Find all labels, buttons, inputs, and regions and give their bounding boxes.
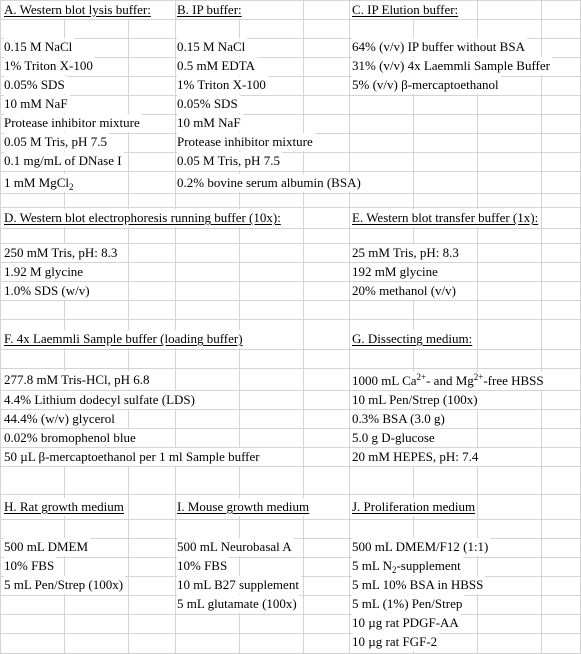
grid-column-line: [0, 0, 1, 653]
grid-row-line: [0, 171, 580, 172]
lysis-buffer-item: 10 mM NaF: [4, 96, 68, 111]
grid-row-line: [0, 519, 580, 520]
ip-buffer-item: 0.05% SDS: [177, 96, 238, 111]
proliferation-medium-text: 5 mL N: [352, 558, 392, 573]
ip-buffer-item: 1% Triton X-100: [177, 77, 266, 92]
transfer-buffer-item: 25 mM Tris, pH: 8.3: [352, 245, 459, 260]
grid-row-line: [0, 368, 580, 369]
laemmli-buffer-item: 0.02% bromophenol blue: [4, 430, 136, 445]
grid-column-line: [128, 0, 129, 653]
section-header-ip-buffer: B. IP buffer:: [177, 2, 242, 17]
running-buffer-item: 1.0% SDS (w/v): [4, 283, 90, 298]
proliferation-medium-item: 10 µg rat PDGF-AA: [352, 615, 459, 630]
dissecting-medium-text: 1000 mL Ca: [352, 373, 417, 388]
grid-row-line: [0, 494, 580, 495]
grid-row-line: [0, 319, 580, 320]
grid-column-line: [175, 0, 176, 653]
ip-buffer-item: 0.2% bovine serum albumin (BSA): [177, 175, 361, 190]
transfer-buffer-item: 192 mM glycine: [352, 264, 438, 279]
grid-row-line: [0, 633, 580, 634]
laemmli-buffer-item: 50 µL β-mercaptoethanol per 1 ml Sample buffer: [4, 449, 260, 464]
lysis-buffer-item: 0.1 mg/mL of DNase I: [4, 153, 122, 168]
transfer-buffer-item: 20% methanol (v/v): [352, 283, 456, 298]
dissecting-medium-item: 10 mL Pen/Strep (100x): [352, 392, 478, 407]
proliferation-medium-item: 10 µg rat FGF-2: [352, 634, 438, 649]
grid-row-line: [0, 466, 580, 467]
grid-row-line: [0, 193, 580, 194]
laemmli-buffer-item: 44.4% (w/v) glycerol: [4, 411, 115, 426]
ip-buffer-item: 10 mM NaF: [177, 115, 241, 130]
section-header-mouse-growth-medium: I. Mouse growth medium: [177, 499, 310, 514]
proliferation-medium-item: 5 mL (1%) Pen/Strep: [352, 596, 463, 611]
dissecting-medium-text: - and Mg: [426, 373, 474, 388]
lysis-buffer-item: Protease inhibitor mixture: [4, 115, 140, 130]
section-header-lysis-buffer: A. Western blot lysis buffer:: [4, 2, 151, 17]
grid-row-line: [0, 95, 580, 96]
ip-elution-item: 31% (v/v) 4x Laemmli Sample Buffer: [352, 58, 550, 73]
ip-elution-item: 5% (v/v) β-mercaptoethanol: [352, 77, 499, 92]
mouse-growth-medium-item: 500 mL Neurobasal A: [177, 539, 292, 554]
lysis-buffer-item: 0.05 M Tris, pH 7.5: [4, 134, 107, 149]
proliferation-medium-item: [352, 557, 463, 575]
grid-column-line: [303, 0, 304, 653]
dissecting-medium-item: 0.3% BSA (3.0 g): [352, 411, 445, 426]
grid-row-line: [0, 349, 580, 350]
dissecting-medium-item: 5.0 g D-glucose: [352, 430, 435, 445]
proliferation-medium-text: -supplement: [396, 558, 461, 573]
grid-row-line: [0, 207, 580, 208]
section-header-proliferation-medium: J. Proliferation medium: [352, 499, 476, 514]
superscript: 2+: [416, 372, 427, 382]
grid-row-line: [0, 614, 580, 615]
section-header-running-buffer: D. Western blot electrophoresis running buffer (10x):: [4, 210, 281, 225]
mouse-growth-medium-item: 10 mL B27 supplement: [177, 577, 299, 592]
lysis-buffer-item: 0.05% SDS: [4, 77, 65, 92]
subscript: 2: [69, 182, 74, 192]
section-header-rat-growth-medium: H. Rat growth medium: [4, 499, 124, 514]
lysis-buffer-item-text: 1 mM MgCl: [4, 175, 70, 190]
mouse-growth-medium-item: 10% FBS: [177, 558, 228, 573]
rat-growth-medium-item: 5 mL Pen/Strep (100x): [4, 577, 124, 592]
ip-buffer-item: Protease inhibitor mixture: [177, 134, 313, 149]
grid-row-line: [0, 228, 580, 229]
section-header-transfer-buffer: E. Western blot transfer buffer (1x):: [352, 210, 539, 225]
section-header-dissecting-medium: G. Dissecting medium:: [352, 331, 473, 346]
laemmli-buffer-item: 277.8 mM Tris-HCl, pH 6.8: [4, 372, 150, 387]
running-buffer-item: 250 mM Tris, pH: 8.3: [4, 245, 118, 260]
superscript: 2+: [473, 372, 484, 382]
dissecting-medium-text: -free HBSS: [483, 373, 544, 388]
ip-elution-item: 64% (v/v) IP buffer without BSA: [352, 39, 525, 54]
subscript: 2: [391, 565, 397, 575]
grid-column-line: [349, 0, 350, 653]
grid-row-line: [0, 300, 580, 301]
lysis-buffer-item: [4, 174, 76, 192]
rat-growth-medium-item: 500 mL DMEM: [4, 539, 89, 554]
dissecting-medium-item: [352, 372, 546, 390]
lysis-buffer-item: 0.15 M NaCl: [4, 39, 73, 54]
grid-column-line: [541, 0, 542, 653]
grid-row-line: [0, 19, 580, 20]
section-header-ip-elution-buffer: C. IP Elution buffer:: [352, 2, 459, 17]
rat-growth-medium-item: 10% FBS: [4, 558, 55, 573]
proliferation-medium-item: 5 mL 10% BSA in HBSS: [352, 577, 484, 592]
lysis-buffer-item: 1% Triton X-100: [4, 58, 93, 73]
section-header-laemmli-buffer: F. 4x Laemmli Sample buffer (loading buffer): [4, 331, 243, 346]
ip-buffer-item: 0.05 M Tris, pH 7.5: [177, 153, 280, 168]
proliferation-medium-item: 500 mL DMEM/F12 (1:1): [352, 539, 489, 554]
running-buffer-item: 1.92 M glycine: [4, 264, 84, 279]
grid-row-line: [0, 557, 580, 558]
ip-buffer-item: 0.15 M NaCl: [177, 39, 246, 54]
ip-buffer-item: 0.5 mM EDTA: [177, 58, 256, 73]
grid-row-line: [0, 262, 580, 263]
mouse-growth-medium-item: 5 mL glutamate (100x): [177, 596, 297, 611]
dissecting-medium-item: 20 mM HEPES, pH: 7.4: [352, 449, 479, 464]
laemmli-buffer-item: 4.4% Lithium dodecyl sulfate (LDS): [4, 392, 195, 407]
